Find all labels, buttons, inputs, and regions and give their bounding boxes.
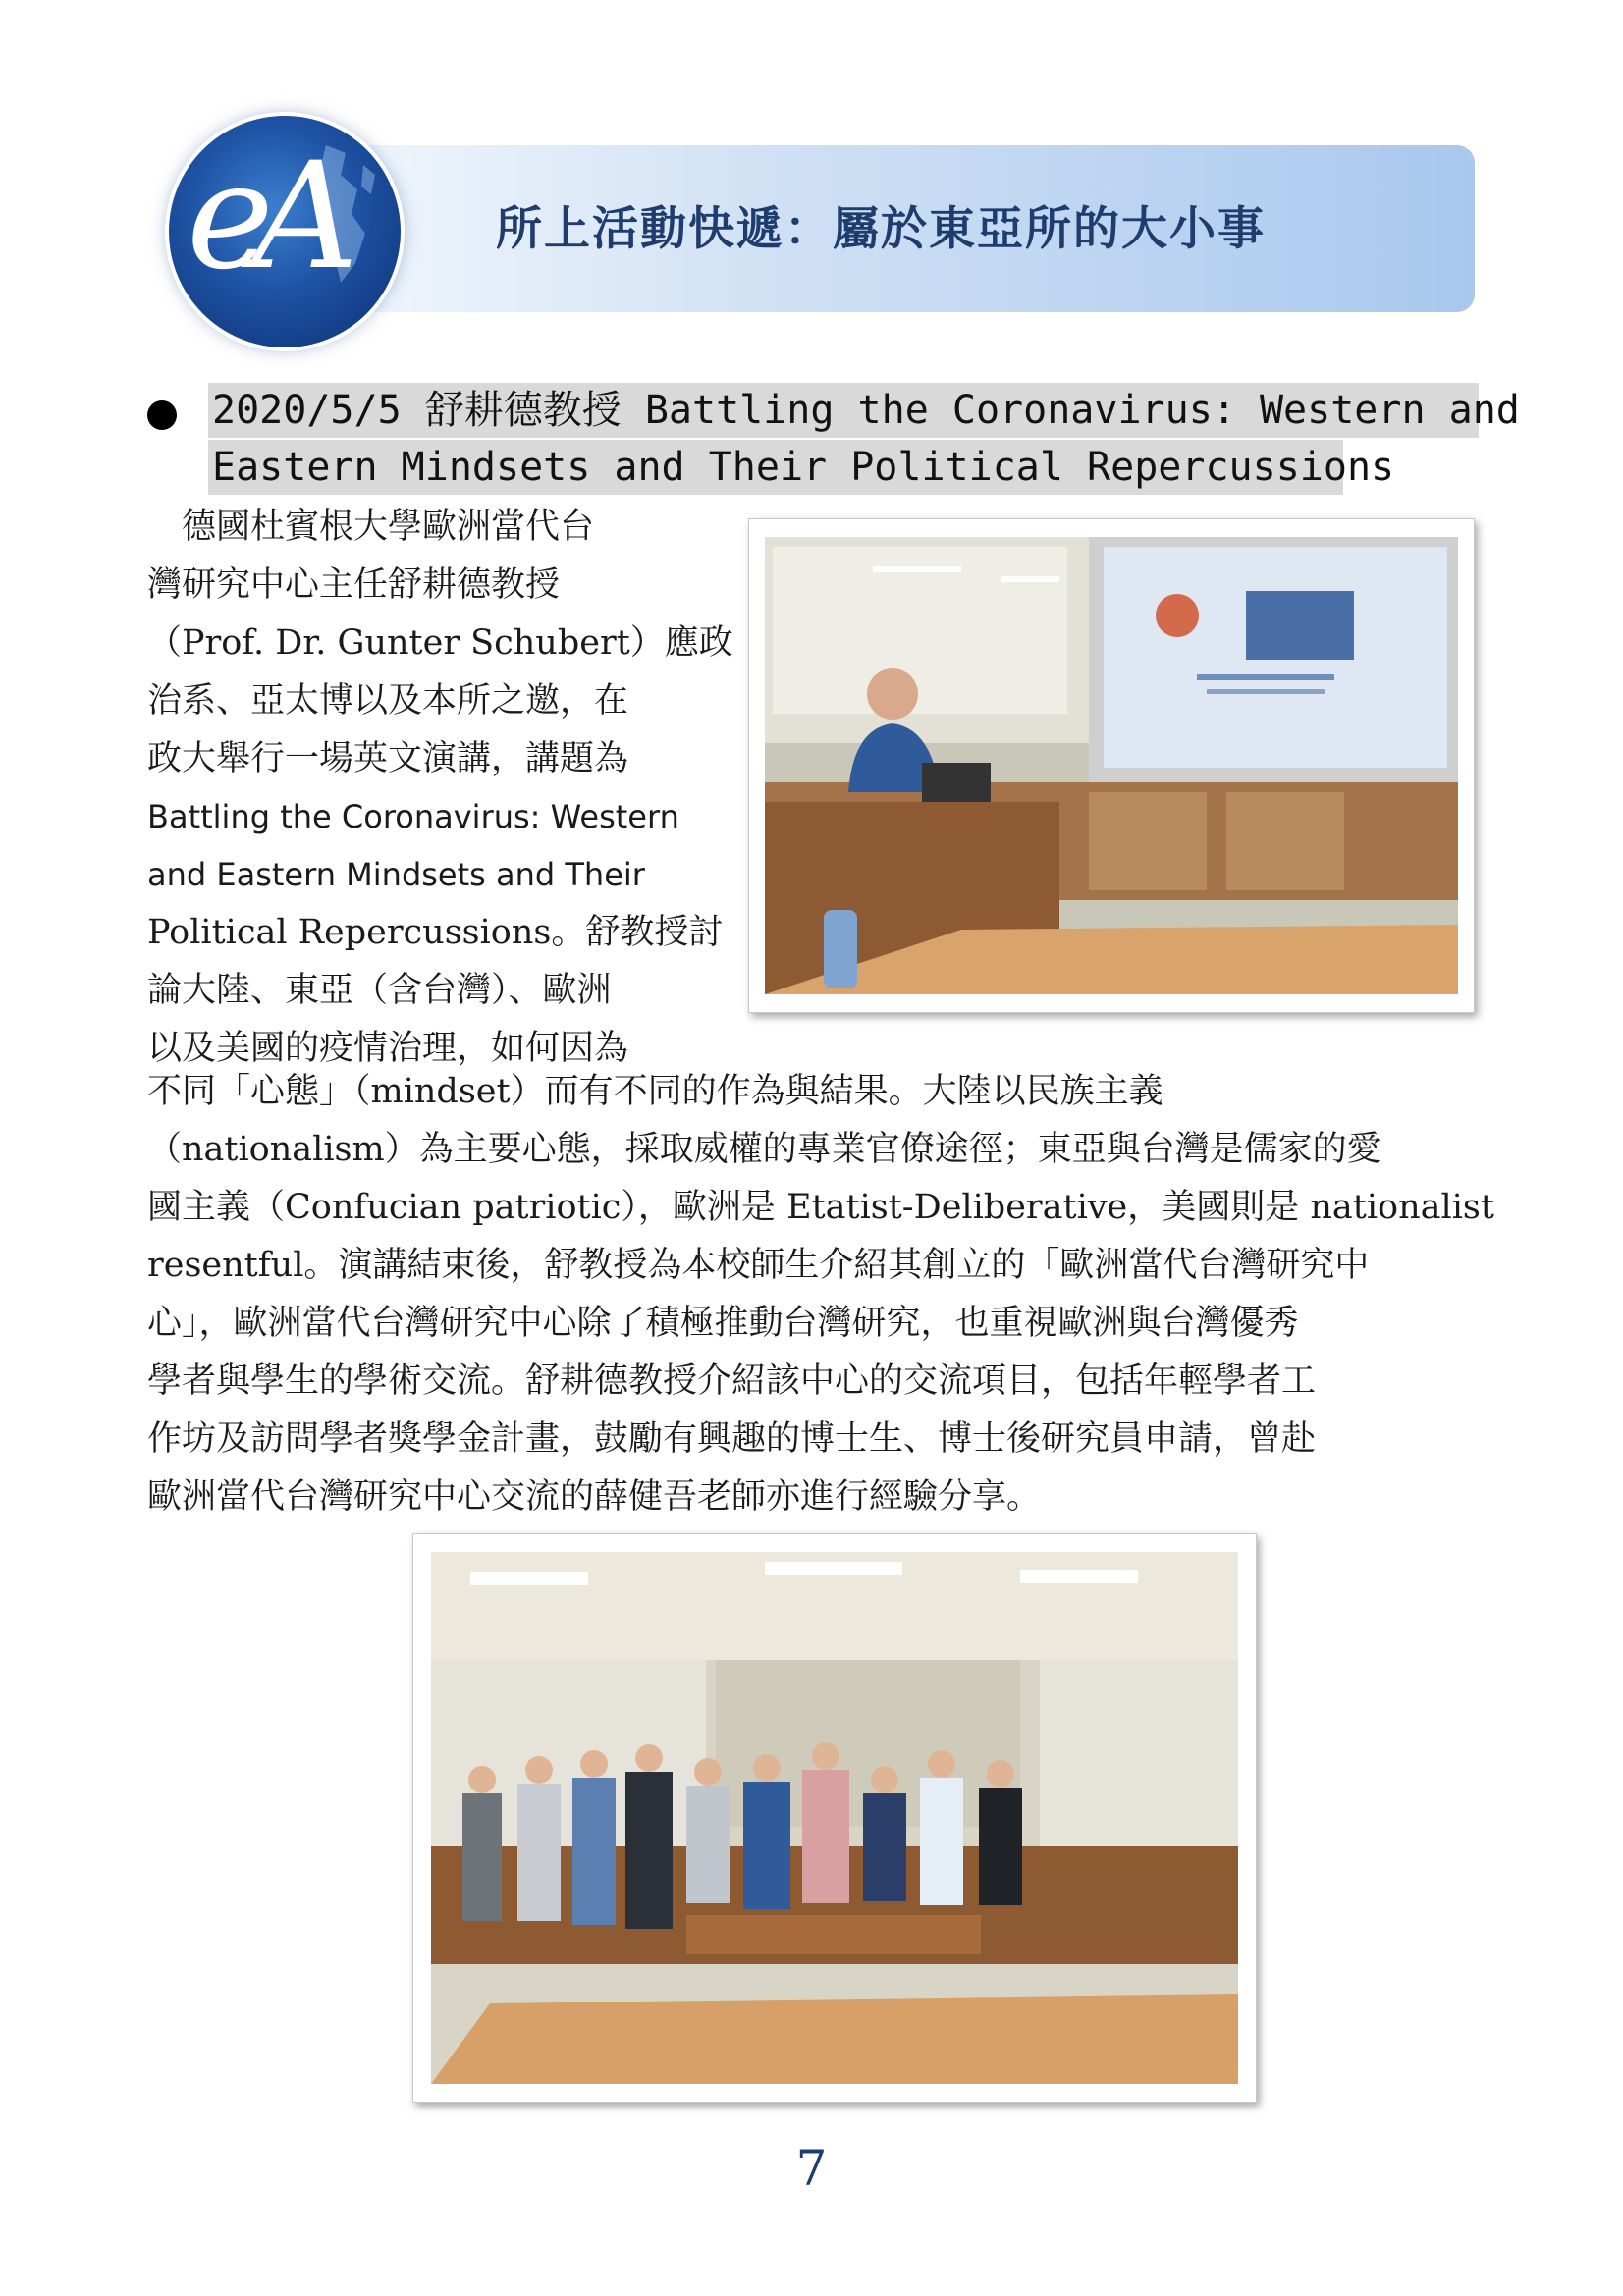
paragraph-narrow	[147, 499, 733, 1078]
text-line: 歐洲當代台灣研究中心交流的薛健吾老師亦進行經驗分享。	[147, 1477, 1042, 1517]
bullet-icon	[147, 400, 177, 430]
text-line: （nationalism）為主要心態，採取威權的專業官僚途徑；東亞與台灣是儒家的愛	[147, 1130, 1381, 1169]
text-line: 治系、亞太博以及本所之邀，在	[147, 681, 629, 721]
paragraph-wide	[147, 1063, 1494, 1526]
speaker-photo	[748, 518, 1475, 1013]
page-number: 7	[795, 2140, 828, 2197]
institute-logo	[169, 116, 401, 347]
page-title: 所上活動快遞：屬於東亞所的大小事	[496, 202, 1266, 256]
text-line: resentful。演講結束後，舒教授為本校師生介紹其創立的「歐洲當代台灣研究中	[147, 1246, 1370, 1285]
text-line: Battling the Coronavirus: Western	[147, 798, 679, 835]
text-line: 論大陸、東亞（含台灣）、歐洲	[147, 971, 612, 1010]
text-line: 政大舉行一場英文演講，講題為	[147, 739, 629, 778]
text-line: 國主義（Confucian patriotic），歐洲是 Etatist-Deliberative，美國則是 nationalist	[147, 1188, 1494, 1227]
logo-text: eA	[187, 132, 338, 302]
group-photo	[412, 1533, 1257, 2103]
text-line: Political Repercussions。舒教授討	[147, 913, 724, 952]
heading-line-2: Eastern Mindsets and Their Political Repercussions	[208, 440, 1343, 495]
text-line: 心」，歐洲當代台灣研究中心除了積極推動台灣研究，也重視歐洲與台灣優秀	[147, 1304, 1299, 1343]
text-line: 不同「心態」（mindset）而有不同的作為與結果。大陸以民族主義	[147, 1072, 1163, 1111]
text-line: 學者與學生的學術交流。舒耕德教授介紹該中心的交流項目，包括年輕學者工	[147, 1362, 1317, 1401]
text-line: （Prof. Dr. Gunter Schubert）應政	[147, 623, 733, 663]
heading-line-1: 2020/5/5 舒耕德教授 Battling the Coronavirus: Western and	[208, 383, 1479, 438]
text-line: 灣研究中心主任舒耕德教授	[147, 565, 561, 605]
text-line: 作坊及訪問學者獎學金計畫，鼓勵有興趣的博士生、博士後研究員申請，曾赴	[147, 1419, 1317, 1459]
text-line: 以及美國的疫情治理，如何因為	[147, 1029, 629, 1068]
text-line: and Eastern Mindsets and Their	[147, 856, 645, 893]
group-photo-image	[431, 1552, 1238, 2084]
speaker-photo-image	[765, 537, 1458, 994]
text-line: 德國杜賓根大學歐洲當代台	[147, 507, 595, 547]
